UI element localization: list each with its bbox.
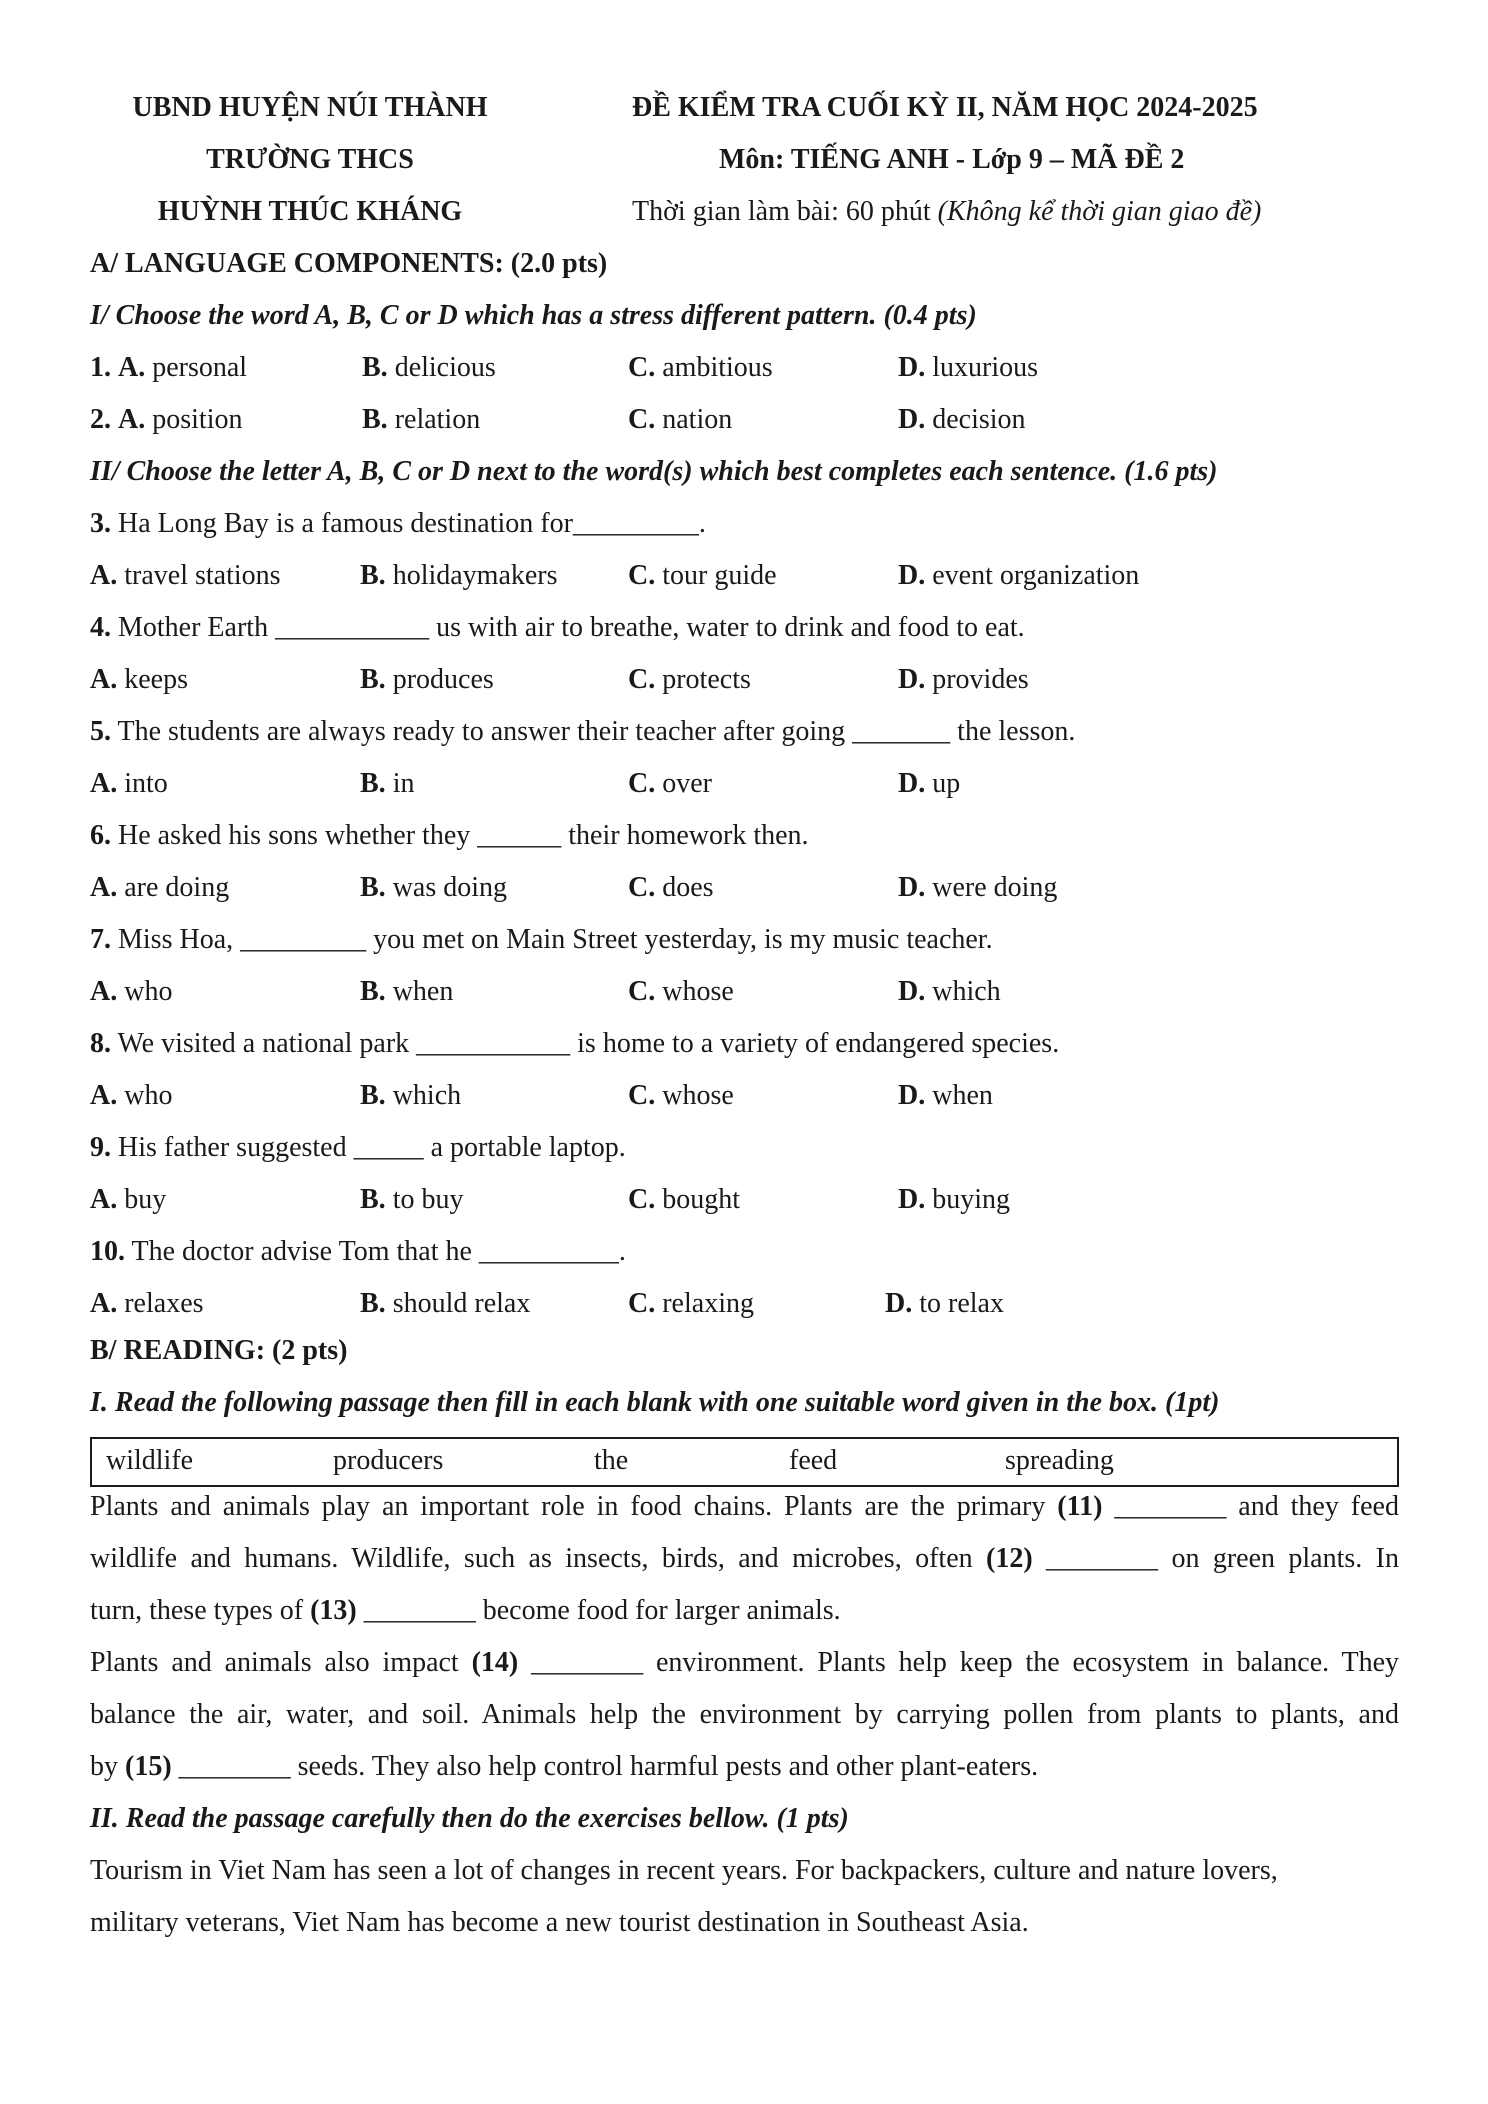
option-key: C.	[628, 872, 656, 903]
option-text: personal	[152, 352, 248, 383]
passage1-line	[90, 1594, 841, 1628]
option-key: B.	[360, 872, 386, 903]
answer-option	[628, 663, 751, 697]
option-text: into	[124, 768, 168, 799]
option-key: D.	[898, 352, 926, 383]
option-key: B.	[360, 1184, 386, 1215]
question-stem	[90, 715, 1075, 749]
option-text: which	[392, 1080, 462, 1111]
option-key: A.	[118, 404, 146, 435]
option-key: A.	[90, 664, 118, 695]
answer-option	[360, 1079, 461, 1113]
option-text: up	[932, 768, 961, 799]
box-word: producers	[333, 1445, 444, 1476]
answer-option	[628, 871, 714, 905]
question-number: 2.	[90, 404, 111, 435]
question-stem	[90, 1131, 626, 1165]
option-key: C.	[628, 1184, 656, 1215]
exam-time-text: Thời gian làm bài: 60 phút	[632, 196, 931, 227]
question-number: 1.	[90, 352, 111, 383]
passage-text: ________ seeds. They also help control harmful pests and other plant-eaters.	[171, 1751, 1039, 1782]
option-key: B.	[360, 664, 386, 695]
option-key: B.	[362, 352, 388, 383]
answer-option	[90, 559, 281, 593]
question-number: 8.	[90, 1028, 111, 1059]
answer-option	[90, 767, 168, 801]
passage1-line	[90, 1646, 1399, 1680]
option-key: B.	[360, 1288, 386, 1319]
passage-text: balance the air, water, and soil. Animals help the environment by carrying pollen from plants to plants, and	[90, 1699, 1399, 1730]
answer-option	[628, 559, 777, 593]
answer-option	[360, 1183, 463, 1217]
option-key: A.	[90, 976, 118, 1007]
option-key: C.	[628, 976, 656, 1007]
option-key: C.	[628, 768, 656, 799]
answer-option	[90, 871, 229, 905]
question-number: 5.	[90, 716, 111, 747]
blank-number: (11)	[1057, 1491, 1103, 1522]
option-text: were doing	[932, 872, 1058, 903]
section-a-heading: A/ LANGUAGE COMPONENTS: (2.0 pts)	[90, 248, 608, 279]
box-word: spreading	[1005, 1445, 1114, 1476]
option-text: produces	[392, 664, 494, 695]
passage1-line	[90, 1698, 1399, 1732]
option-key: B.	[360, 1080, 386, 1111]
option-text: event organization	[932, 560, 1140, 591]
option-key: D.	[898, 664, 926, 695]
question-text: Miss Hoa, _________ you met on Main Street yesterday, is my music teacher.	[118, 924, 993, 955]
option-text: relaxing	[662, 1288, 754, 1319]
question-stem	[90, 819, 809, 853]
option-key: D.	[898, 1080, 926, 1111]
option-key: C.	[628, 560, 656, 591]
blank-number: (15)	[125, 1751, 172, 1782]
answer-option	[898, 663, 1029, 697]
option-text: in	[392, 768, 415, 799]
question-text: We visited a national park ___________ is home to a variety of endangered species.	[117, 1028, 1060, 1059]
answer-option	[628, 975, 734, 1009]
passage1-line	[90, 1490, 1399, 1524]
blank-number: (13)	[310, 1595, 357, 1626]
answer-option	[360, 663, 494, 697]
answer-option	[898, 559, 1139, 593]
option-key: B.	[362, 404, 388, 435]
answer-option	[628, 1079, 734, 1113]
option-text: decision	[932, 404, 1026, 435]
option-text: buying	[932, 1184, 1011, 1215]
answer-option	[898, 767, 960, 801]
option-key: D.	[898, 768, 926, 799]
option-text: should relax	[392, 1288, 531, 1319]
passage-text: ________ become food for larger animals.	[356, 1595, 841, 1626]
question-stem	[90, 611, 1025, 645]
answer-option	[360, 559, 558, 593]
answer-option	[90, 1287, 204, 1321]
question-text: The doctor advise Tom that he __________.	[131, 1236, 626, 1267]
answer-option	[898, 351, 1038, 385]
option-key: A.	[90, 560, 118, 591]
option-key: B.	[360, 560, 386, 591]
option-text: holidaymakers	[392, 560, 558, 591]
option-text: whose	[662, 1080, 734, 1111]
answer-option	[90, 975, 172, 1009]
option-key: A.	[90, 1080, 118, 1111]
passage-text: Plants and animals also impact	[90, 1647, 472, 1678]
passage2-line: military veterans, Viet Nam has become a new tourist destination in Southeast Asia.	[90, 1907, 1029, 1938]
option-key: A.	[118, 352, 146, 383]
option-key: C.	[628, 1080, 656, 1111]
section-b-part1: I. Read the following passage then fill in each blank with one suitable word given in the box. (1pt)	[90, 1387, 1220, 1418]
option-text: when	[932, 1080, 993, 1111]
option-text: relaxes	[124, 1288, 204, 1319]
question-text: Mother Earth ___________ us with air to breathe, water to drink and food to eat.	[118, 612, 1025, 643]
option-text: are doing	[124, 872, 230, 903]
option-key: C.	[628, 404, 656, 435]
exam-time	[632, 195, 1261, 229]
answer-option	[898, 1079, 993, 1113]
option-text: to buy	[392, 1184, 464, 1215]
answer-option	[362, 351, 496, 385]
section-a-part2: II/ Choose the letter A, B, C or D next to the word(s) which best completes each sentence. (1.6 pts)	[90, 456, 1218, 487]
box-word: feed	[789, 1445, 838, 1476]
header-school-line2: HUỲNH THÚC KHÁNG	[157, 196, 463, 227]
question-number: 3.	[90, 508, 111, 539]
option-text: does	[662, 872, 714, 903]
section-b-heading: B/ READING: (2 pts)	[90, 1335, 348, 1366]
passage-text: by	[90, 1751, 125, 1782]
exam-time-note: (Không kể thời gian giao đề)	[937, 196, 1262, 227]
option-text: travel stations	[124, 560, 281, 591]
passage-text: Plants and animals play an important role in food chains. Plants are the primary	[90, 1491, 1058, 1522]
option-key: D.	[898, 976, 926, 1007]
option-key: D.	[898, 404, 926, 435]
box-word: the	[594, 1445, 629, 1476]
option-key: C.	[628, 664, 656, 695]
option-text: protects	[662, 664, 751, 695]
answer-option	[898, 1183, 1010, 1217]
answer-option	[90, 1079, 172, 1113]
option-key: B.	[360, 976, 386, 1007]
question-stem	[90, 1027, 1059, 1061]
passage2-line: Tourism in Viet Nam has seen a lot of changes in recent years. For backpackers, culture and nature lovers,	[90, 1855, 1278, 1886]
answer-option	[90, 1183, 166, 1217]
answer-option	[360, 1287, 530, 1321]
option-text: was doing	[392, 872, 508, 903]
section-a-part1: I/ Choose the word A, B, C or D which has a stress different pattern. (0.4 pts)	[90, 300, 977, 331]
option-text: luxurious	[932, 352, 1039, 383]
answer-option	[90, 663, 188, 697]
option-text: whose	[662, 976, 734, 1007]
passage-text: turn, these types of	[90, 1595, 311, 1626]
question-number: 4.	[90, 612, 111, 643]
option-text: who	[124, 1080, 173, 1111]
option-key: A.	[90, 1184, 118, 1215]
question-text: His father suggested _____ a portable laptop.	[118, 1132, 626, 1163]
passage-text: ________ and they feed	[1102, 1491, 1399, 1522]
answer-option	[898, 403, 1026, 437]
option-text: who	[124, 976, 173, 1007]
box-word: wildlife	[106, 1445, 194, 1476]
option-text: tour guide	[662, 560, 777, 591]
answer-option	[360, 767, 414, 801]
option-key: C.	[628, 352, 656, 383]
option-key: D.	[898, 872, 926, 903]
answer-option	[628, 1287, 754, 1321]
word-box	[90, 1437, 1399, 1487]
question-stem	[90, 1235, 626, 1269]
answer-option	[360, 871, 507, 905]
question-number: 9.	[90, 1132, 111, 1163]
exam-title: ĐỀ KIỂM TRA CUỐI KỲ II, NĂM HỌC 2024-2025	[632, 92, 1258, 123]
blank-number: (12)	[986, 1543, 1033, 1574]
option-text: to relax	[919, 1288, 1004, 1319]
option-text: buy	[124, 1184, 167, 1215]
answer-option	[885, 1287, 1004, 1321]
answer-option	[360, 975, 453, 1009]
question-text: The students are always ready to answer their teacher after going _______ the lesson.	[117, 716, 1076, 747]
answer-option	[898, 975, 1001, 1009]
option-key: D.	[898, 1184, 926, 1215]
option-text: provides	[932, 664, 1029, 695]
question-number: 10.	[90, 1236, 125, 1267]
question-text: He asked his sons whether they ______ their homework then.	[118, 820, 809, 851]
answer-option	[628, 1183, 740, 1217]
option-text: position	[152, 404, 243, 435]
question-stem	[90, 507, 706, 541]
answer-option	[628, 403, 732, 437]
option-text: relation	[394, 404, 481, 435]
answer-option	[90, 351, 247, 385]
question-number: 7.	[90, 924, 111, 955]
option-text: which	[932, 976, 1001, 1007]
option-text: bought	[662, 1184, 741, 1215]
option-key: C.	[628, 1288, 656, 1319]
answer-option	[628, 767, 712, 801]
option-key: D.	[885, 1288, 913, 1319]
option-key: A.	[90, 1288, 118, 1319]
option-key: B.	[360, 768, 386, 799]
option-text: delicious	[394, 352, 496, 383]
passage1-line	[90, 1750, 1038, 1784]
question-number: 6.	[90, 820, 111, 851]
passage1-line	[90, 1542, 1399, 1576]
option-key: A.	[90, 768, 118, 799]
passage-text: wildlife and humans. Wildlife, such as insects, birds, and microbes, often	[90, 1543, 987, 1574]
option-text: nation	[662, 404, 733, 435]
exam-subject: Môn: TIẾNG ANH - Lớp 9 – MÃ ĐỀ 2	[719, 144, 1185, 175]
option-text: when	[392, 976, 454, 1007]
question-text: Ha Long Bay is a famous destination for_________.	[118, 508, 706, 539]
question-stem	[90, 923, 993, 957]
header-school-line1: TRƯỜNG THCS	[206, 144, 414, 175]
answer-option	[628, 351, 773, 385]
option-text: ambitious	[662, 352, 773, 383]
option-key: D.	[898, 560, 926, 591]
answer-option	[362, 403, 480, 437]
option-key: A.	[90, 872, 118, 903]
header-district: UBND HUYỆN NÚI THÀNH	[132, 92, 488, 123]
passage-text: ________ on green plants. In	[1032, 1543, 1399, 1574]
option-text: over	[662, 768, 712, 799]
answer-option	[898, 871, 1057, 905]
passage-text: ________ environment. Plants help keep the ecosystem in balance. They	[518, 1647, 1399, 1678]
answer-option	[90, 403, 242, 437]
blank-number: (14)	[471, 1647, 519, 1678]
section-b-part2: II. Read the passage carefully then do the exercises bellow. (1 pts)	[90, 1803, 849, 1834]
option-text: keeps	[124, 664, 188, 695]
